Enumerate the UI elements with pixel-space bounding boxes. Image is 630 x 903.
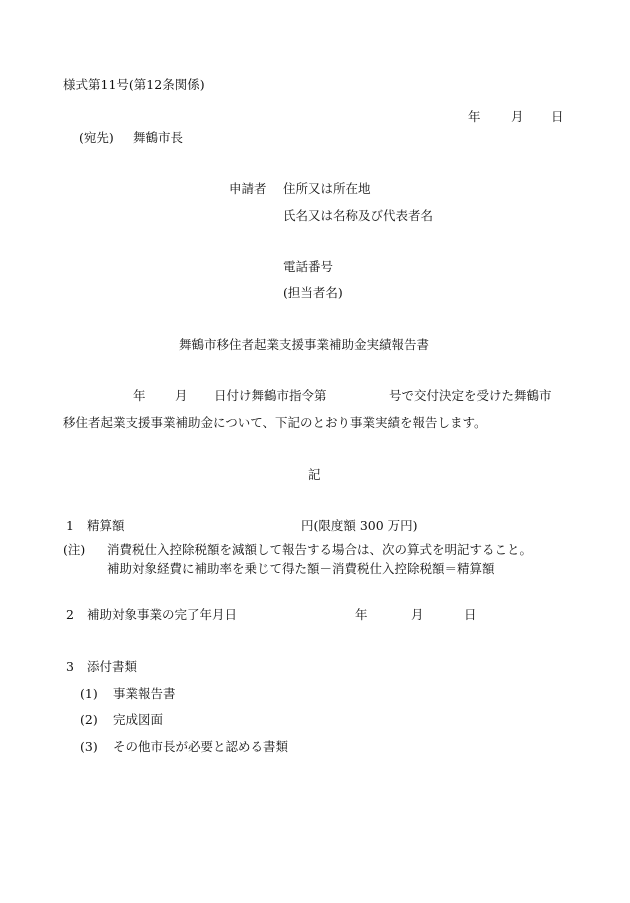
attachment-number: (1): [80, 686, 98, 701]
attachment-label: 事業報告書: [113, 686, 176, 701]
body-line-2: 移住者起業支援事業補助金について、下記のとおり事業実績を報告します。: [63, 415, 487, 430]
date-day: 日: [551, 109, 564, 124]
item-2-day: 日: [464, 607, 477, 622]
date-month: 月: [511, 109, 524, 124]
attachment-label: 完成図面: [113, 712, 164, 727]
item-2-number: 2: [66, 607, 74, 622]
document-title: 舞鶴市移住者起業支援事業補助金実績報告書: [179, 337, 430, 352]
item-1-label: 精算額: [87, 518, 125, 533]
item-3-number: 3: [66, 659, 74, 674]
item-2-year: 年: [355, 607, 368, 622]
address-label: 住所又は所在地: [283, 181, 371, 196]
note-line-1: 消費税仕入控除税額を減額して報告する場合は、次の算式を明記すること。: [107, 542, 533, 557]
item-1-amount: 円(限度額 300 万円): [301, 518, 418, 533]
attachment-label: その他市長が必要と認める書類: [113, 739, 289, 754]
body-year: 年: [133, 388, 146, 403]
note-line-2: 補助対象経費に補助率を乗じて得た額－消費税仕入控除税額＝精算額: [107, 561, 495, 576]
addressee-label: (宛先): [79, 130, 114, 145]
contact-label: (担当者名): [283, 285, 343, 300]
body-number-phrase: 号で交付決定を受けた舞鶴市: [389, 388, 552, 403]
attachment-number: (3): [80, 739, 98, 754]
body-day-phrase: 日付け舞鶴市指令第: [214, 388, 327, 403]
item-2-month: 月: [411, 607, 424, 622]
item-2-label: 補助対象事業の完了年月日: [87, 607, 238, 622]
addressee-name: 舞鶴市長: [133, 130, 184, 145]
item-1-number: 1: [66, 518, 74, 533]
name-label: 氏名又は名称及び代表者名: [283, 208, 434, 223]
note-label: (注): [63, 542, 86, 557]
attachment-number: (2): [80, 712, 98, 727]
form-number: 様式第11号(第12条関係): [63, 77, 205, 92]
applicant-label: 申請者: [229, 181, 267, 196]
date-year: 年: [468, 109, 481, 124]
body-month: 月: [175, 388, 188, 403]
phone-label: 電話番号: [283, 259, 334, 274]
ki-heading: 記: [308, 467, 321, 482]
item-3-label: 添付書類: [87, 659, 138, 674]
